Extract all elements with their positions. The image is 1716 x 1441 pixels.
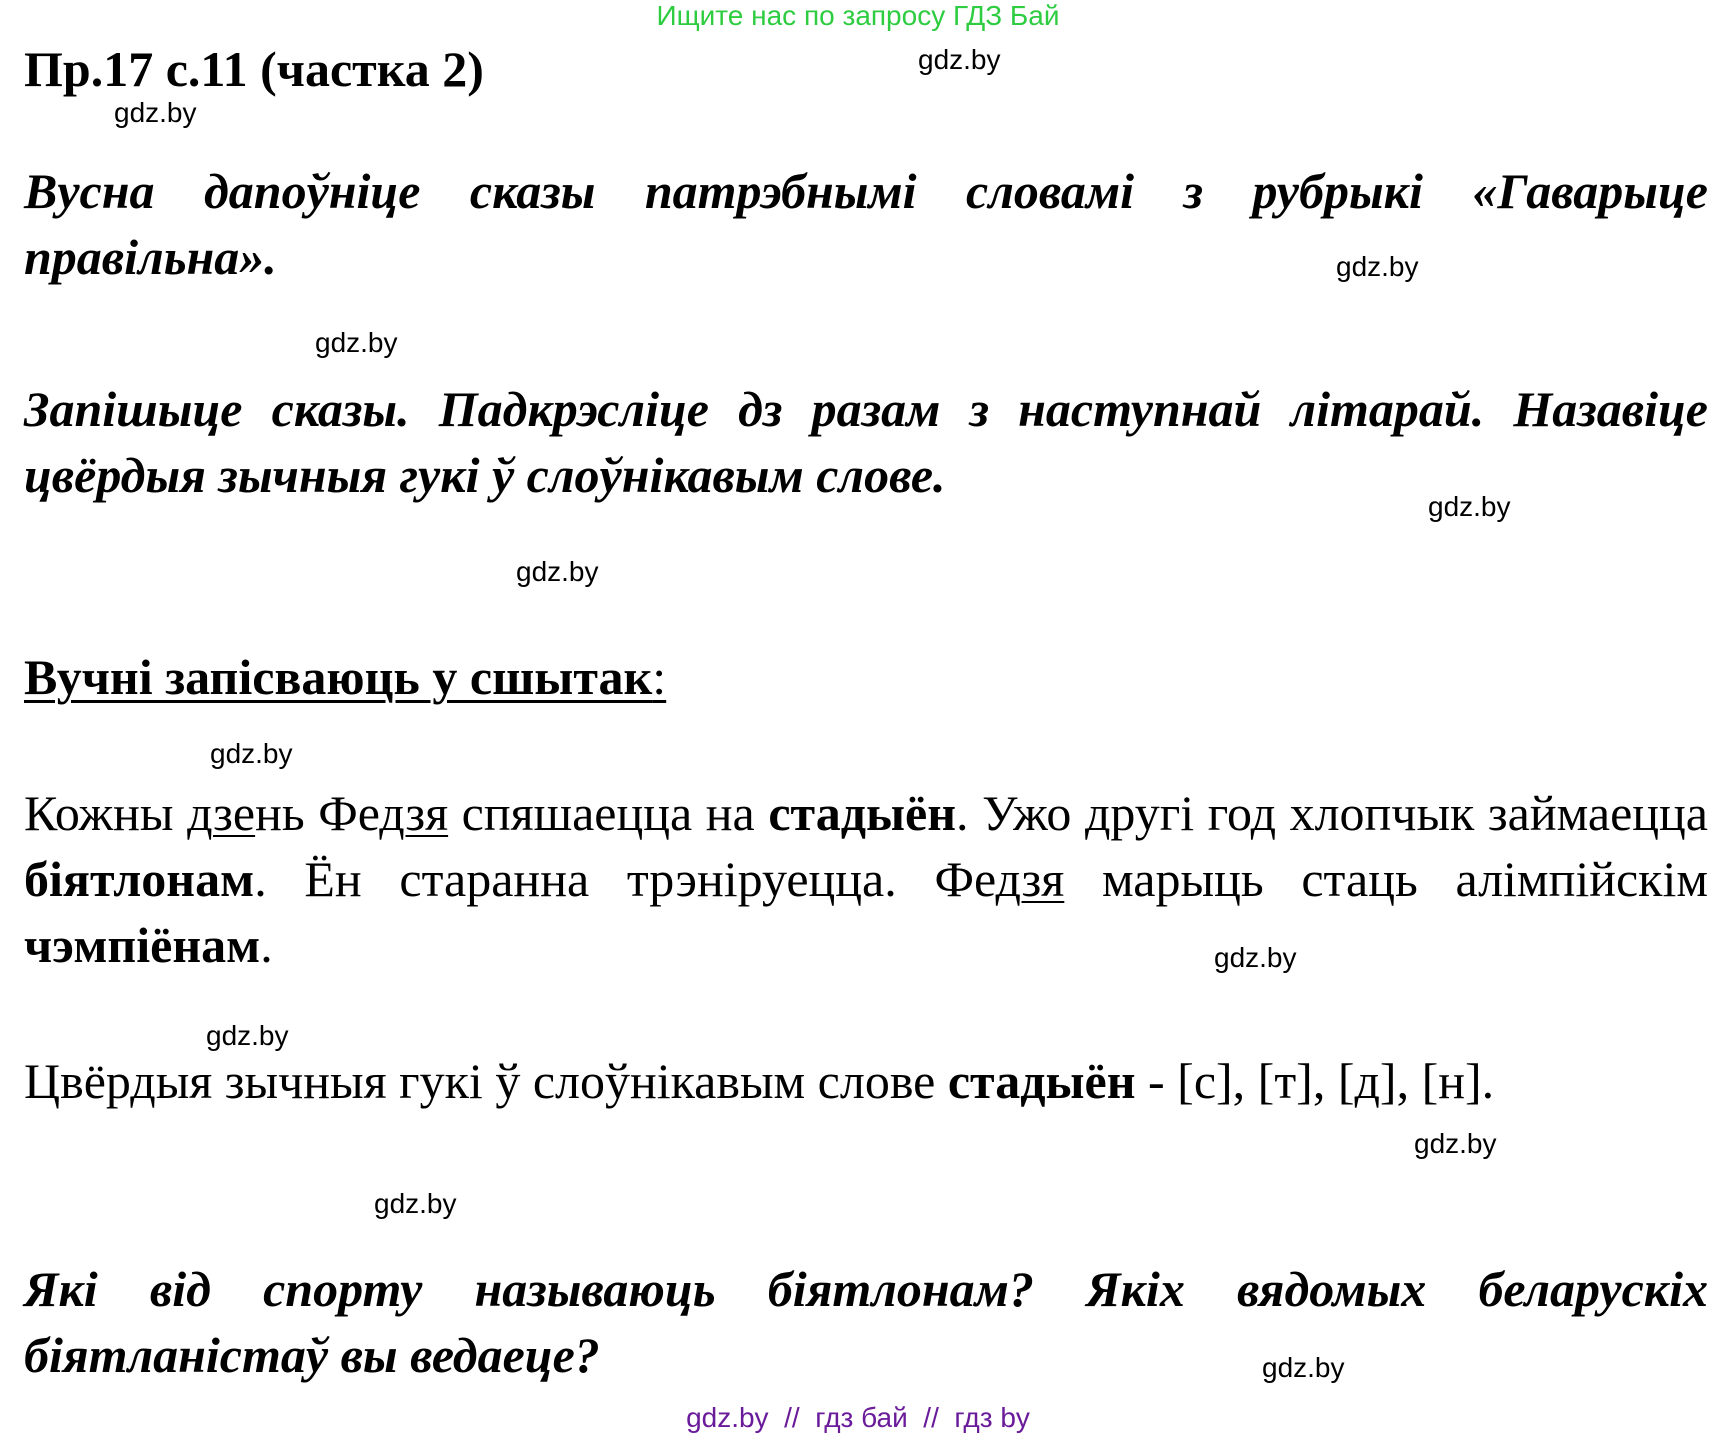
text-run: Кожны (24, 785, 188, 841)
watermark: gdz.by (1262, 1352, 1345, 1383)
task-question: Які від спорту называюць біятлонам? Якіх вядомых беларускіх біятланістаў вы ведаеце? (24, 1261, 1708, 1383)
sounds-paragraph (24, 1048, 1708, 1114)
text-run: - [с], [т], [д], [н]. (1135, 1053, 1495, 1109)
answer-paragraph (24, 780, 1708, 978)
watermark: gdz.by (1428, 491, 1511, 522)
bold-word: чэмпіёнам (24, 917, 261, 973)
task-instruction-2: Запішыце сказы. Падкрэсліце дз разам з наступнай літарай. Назавіце цвёрдыя зычныя гукі ў слоўнікавым слове. (24, 381, 1708, 503)
watermark: gdz.by (1414, 1128, 1497, 1159)
watermark: gdz.by (1336, 251, 1419, 282)
underlined-letters: дзя (995, 851, 1065, 907)
watermark: gdz.by (918, 44, 1001, 75)
text-run: спяшаецца на (448, 785, 769, 841)
text-run: . (260, 917, 273, 973)
bold-word: стадыён (947, 1053, 1136, 1109)
watermark: gdz.by (114, 97, 197, 128)
watermark: gdz.by (1214, 942, 1297, 973)
watermark: gdz.by (315, 327, 398, 358)
watermark: gdz.by (516, 556, 599, 587)
section-heading-colon: : (652, 649, 667, 705)
text-run: марыць стаць алімпійскім (1064, 851, 1708, 907)
bold-word: біятлонам (24, 851, 255, 907)
watermark: gdz.by (374, 1188, 457, 1219)
text-run: . Ён старанна трэніруецца. Фе (254, 851, 996, 907)
underlined-letters: дзя (379, 785, 449, 841)
page-title: Пр.17 с.11 (частка 2) (24, 41, 484, 97)
section-heading-text: Вучні запісваюць у сшытак (24, 649, 653, 705)
section-heading (24, 648, 666, 706)
task-instruction-1: Вусна дапоўніце сказы патрэбнымі словамі з рубрыкі «Гаварыце правільна». (24, 163, 1708, 285)
text-run: Цвёрдыя зычныя гукі ў слоўнікавым слове (24, 1053, 948, 1109)
search-banner: Ищите нас по запросу ГДЗ Бай (656, 0, 1060, 31)
footer-links: gdz.by // гдз бай // гдз by (686, 1402, 1030, 1433)
watermark: gdz.by (206, 1020, 289, 1051)
text-run: нь Фе (255, 785, 380, 841)
bold-word: стадыён (768, 785, 957, 841)
watermark: gdz.by (210, 738, 293, 769)
text-run: . Ужо другі год хлопчык займаецца (956, 785, 1708, 841)
underlined-letters: дзе (187, 785, 256, 841)
